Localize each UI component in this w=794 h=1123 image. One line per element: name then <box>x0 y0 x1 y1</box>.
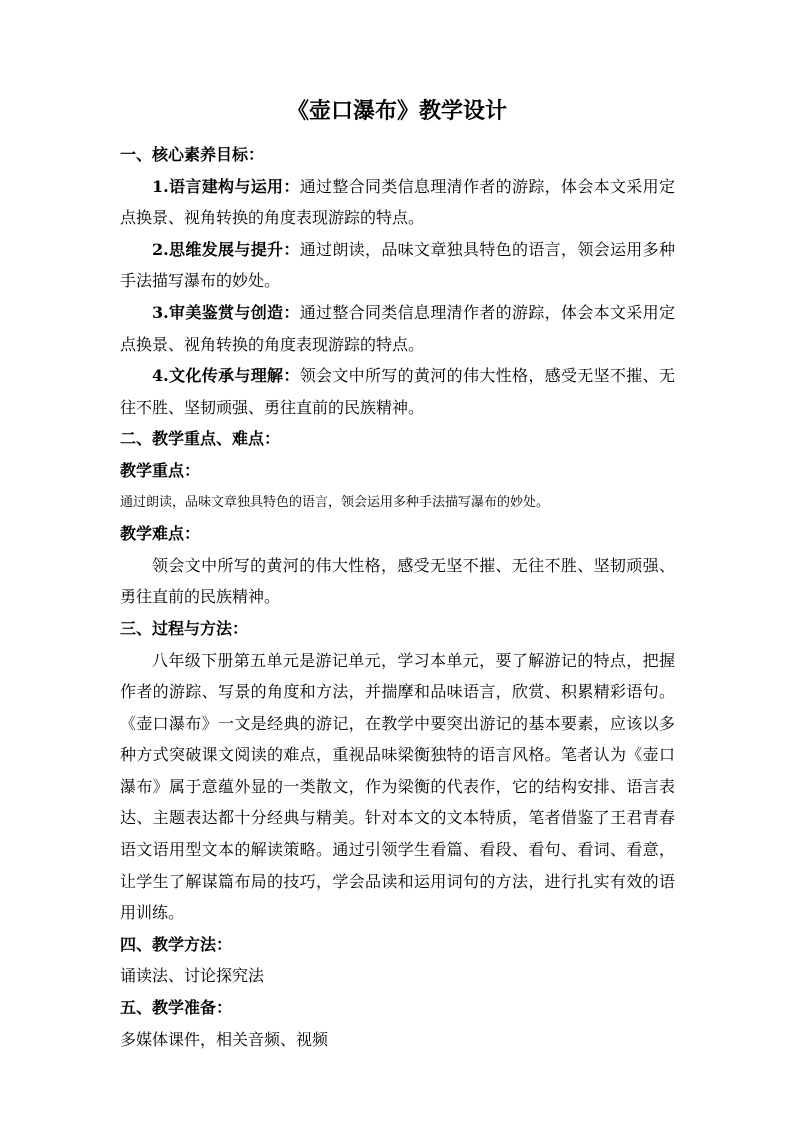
section-heading-key-points: 二、教学重点、难点： <box>120 429 281 449</box>
goal-item-thinking <box>120 234 675 297</box>
key-point-text: 通过朗读，品味文章独具特色的语言，领会运用多种手法描写瀑布的妙处。 <box>120 494 550 510</box>
goal-item-aesthetics <box>120 297 675 360</box>
difficulty-text: 领会文中所写的黄河的伟大性格，感受无坚不摧、无往不胜、坚韧顽强、勇往直前的民族精神。 <box>120 555 675 607</box>
goal-label: 2.思维发展与提升： <box>152 239 300 259</box>
goal-item-culture <box>120 360 675 423</box>
goal-label: 4.文化传承与理解： <box>152 366 300 386</box>
preparation-text: 多媒体课件，相关音频、视频 <box>120 1029 329 1049</box>
difficulty-label: 教学难点： <box>120 524 201 544</box>
goal-text: 领会文中所写的黄河的伟大性格，感受无坚不摧、无往不胜、坚韧顽强、勇往直前的民族精神。 <box>120 366 675 417</box>
key-point-label: 教学重点： <box>120 460 201 480</box>
section-heading-methods: 四、教学方法： <box>120 934 233 954</box>
section-heading-process: 三、过程与方法： <box>120 618 249 638</box>
process-text: 八年级下册第五单元是游记单元，学习本单元，要了解游记的特点，把握作者的游踪、写景的角度和方法，并揣摩和品味语言，欣赏、积累精彩语句。《壶口瀑布》一文是经典的游记，在教学中要突出游记的基本要素，应该以多种方式突破课文阅读的难点，重视品味梁衡独特的语言风格。笔者认为《壶口瀑布》属于意蕴外显的一类散文，作为梁衡的代表作，它的结构安排、语言表达、主题表达都十分经典与精美。针对本文的文本特质，笔者借鉴了王君青春语文语用型文本的解读策略。通过引领学生看篇、看段、看句、看词、看意，让学生了解谋篇布局的技巧，学会品读和运用词句的方法，进行扎实有效的语用训练。 <box>120 650 675 923</box>
goal-label: 3.审美鉴赏与创造： <box>152 302 300 322</box>
section-heading-preparation: 五、教学准备： <box>120 998 233 1018</box>
section-heading-core-goals: 一、核心素养目标： <box>120 145 265 164</box>
goal-text: 通过整合同类信息理清作者的游踪，体会本文采用定点换景、视角转换的角度表现游踪的特点。 <box>120 176 675 228</box>
goal-text: 通过朗读，品味文章独具特色的语言，领会运用多种手法描写瀑布的妙处。 <box>120 239 675 291</box>
goal-item-language <box>120 171 675 234</box>
methods-text: 诵读法、讨论探究法 <box>120 966 265 986</box>
goal-text: 通过整合同类信息理清作者的游踪，体会本文采用定点换景、视角转换的角度表现游踪的特点。 <box>120 302 675 354</box>
goal-label: 1.语言建构与运用： <box>152 176 300 196</box>
document-body <box>120 139 675 1055</box>
document-title: 《壶口瀑布》教学设计 <box>286 98 507 124</box>
